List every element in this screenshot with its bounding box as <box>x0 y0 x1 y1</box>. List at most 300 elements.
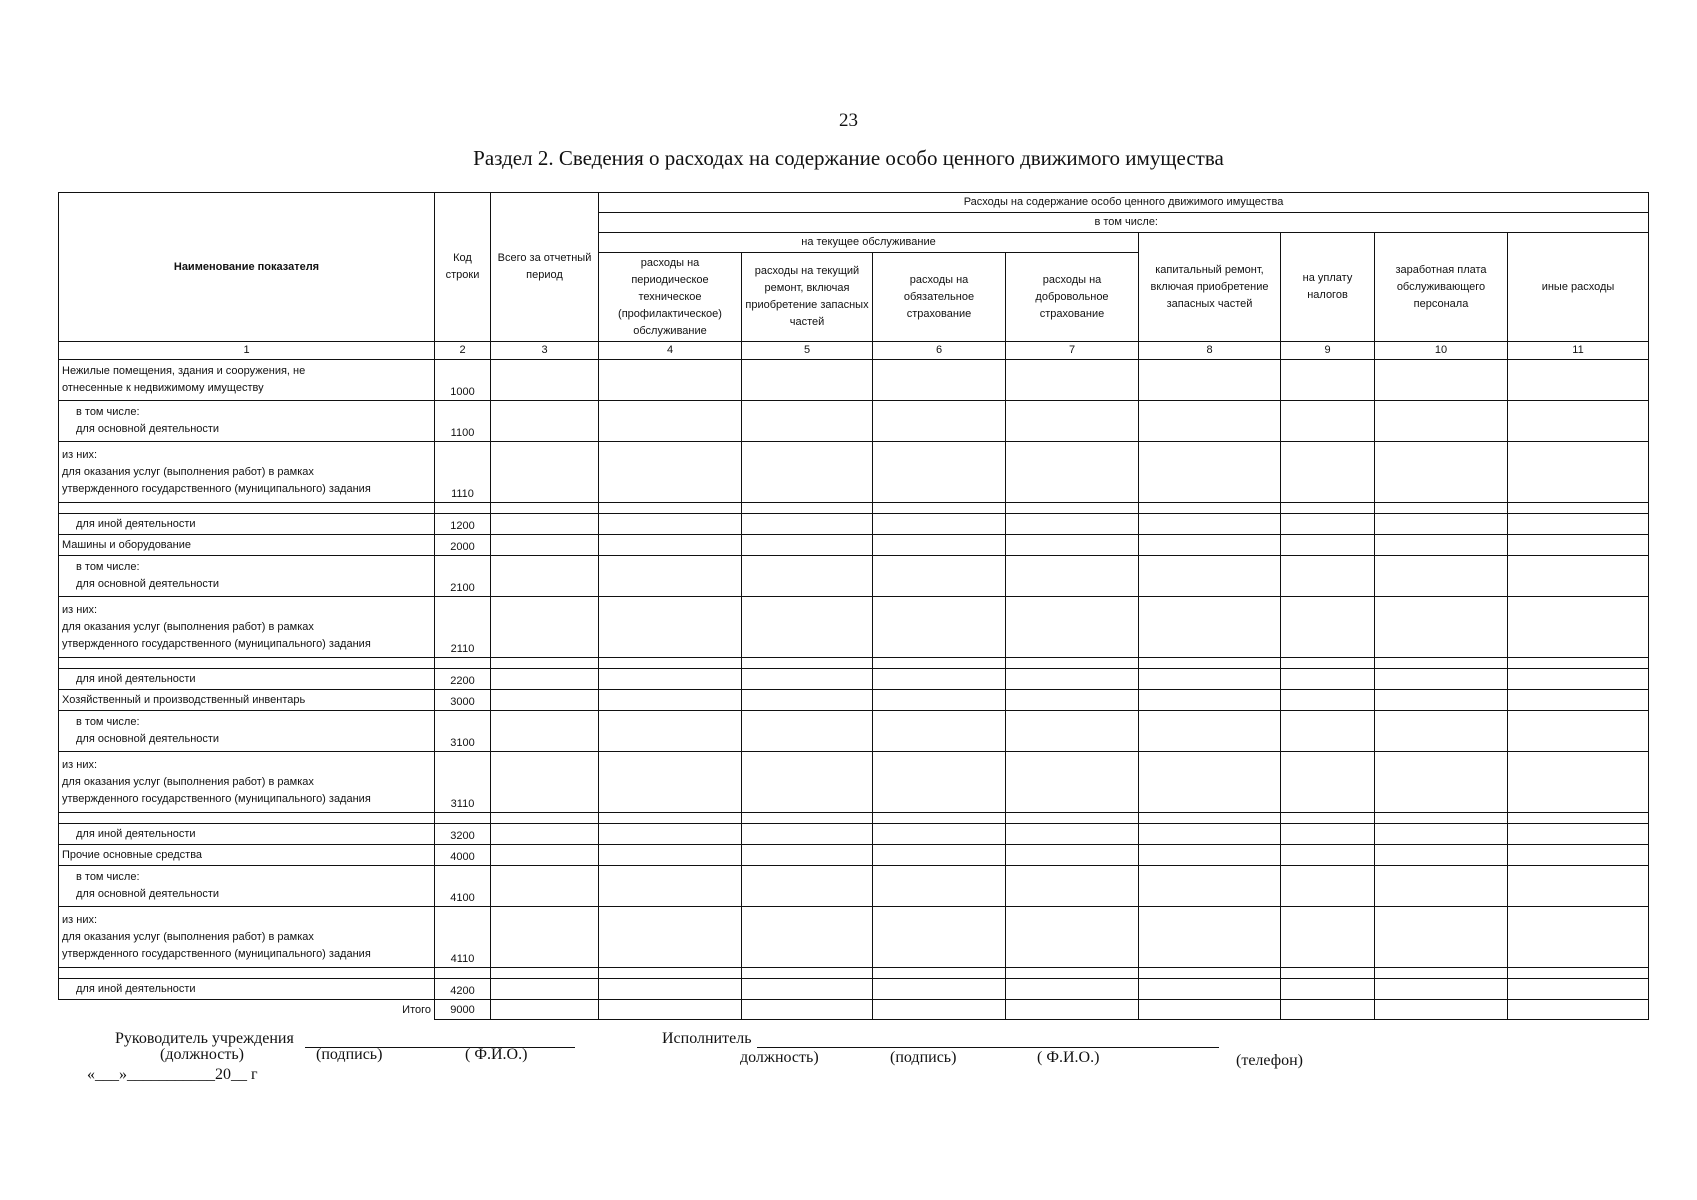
value-cell[interactable] <box>599 669 742 690</box>
value-cell[interactable] <box>1006 866 1139 907</box>
header-col-11: иные расходы <box>1508 233 1649 342</box>
value-cell[interactable] <box>1508 711 1649 752</box>
value-cell[interactable] <box>873 401 1006 442</box>
row-code: 3000 <box>435 690 491 711</box>
value-cell[interactable] <box>1375 360 1508 401</box>
value-cell[interactable] <box>1281 503 1375 514</box>
total-code: 9000 <box>435 1000 491 1020</box>
value-cell[interactable] <box>1375 503 1508 514</box>
value-cell[interactable] <box>599 1000 742 1020</box>
value-cell[interactable] <box>1508 597 1649 658</box>
header-col-10: заработная плата обслуживающего персонала <box>1375 233 1508 342</box>
row-name-line: для иной деятельности <box>76 982 196 995</box>
value-cell[interactable] <box>1508 514 1649 535</box>
table-row <box>59 711 1649 752</box>
value-cell[interactable] <box>873 360 1006 401</box>
value-cell[interactable] <box>1139 514 1281 535</box>
value-cell[interactable] <box>1139 535 1281 556</box>
value-cell[interactable] <box>1375 711 1508 752</box>
row-name-line: утвержденного государственного (муниципального) задания <box>62 637 371 650</box>
value-cell[interactable] <box>1508 968 1649 979</box>
value-cell[interactable] <box>742 866 873 907</box>
value-cell[interactable] <box>1375 752 1508 813</box>
table-row <box>59 752 1649 813</box>
column-number: 7 <box>1006 342 1139 360</box>
header-col-8: капитальный ремонт, включая приобретение запасных частей <box>1139 233 1281 342</box>
table-row <box>59 535 1649 556</box>
row-name <box>59 514 435 535</box>
table-header <box>59 193 1649 360</box>
row-name-line: для оказания услуг (выполнения работ) в рамках <box>62 465 314 478</box>
column-number: 4 <box>599 342 742 360</box>
value-cell[interactable] <box>742 979 873 1000</box>
value-cell[interactable] <box>599 535 742 556</box>
row-name-line: в том числе: <box>76 871 140 883</box>
value-cell[interactable] <box>1375 442 1508 503</box>
value-cell[interactable] <box>599 752 742 813</box>
spacer-row <box>59 813 1649 824</box>
value-cell[interactable] <box>873 690 1006 711</box>
value-cell[interactable] <box>1139 690 1281 711</box>
value-cell[interactable] <box>1139 813 1281 824</box>
row-name-line: для оказания услуг (выполнения работ) в рамках <box>62 620 314 633</box>
spacer-row <box>59 503 1649 514</box>
value-cell[interactable] <box>599 979 742 1000</box>
column-number: 11 <box>1508 342 1649 360</box>
row-name <box>59 535 435 556</box>
value-cell[interactable] <box>599 556 742 597</box>
table-row <box>59 866 1649 907</box>
value-cell[interactable] <box>873 535 1006 556</box>
row-name-line: из них: <box>62 913 98 926</box>
value-cell[interactable] <box>435 813 491 824</box>
executor-label: Исполнитель <box>662 1030 752 1047</box>
value-cell[interactable] <box>1375 658 1508 669</box>
value-cell[interactable] <box>599 711 742 752</box>
row-name-line: для иной деятельности <box>76 672 196 685</box>
head-fio-caption: ( Ф.И.О.) <box>465 1046 528 1063</box>
value-cell[interactable] <box>491 535 599 556</box>
header-group-all: Расходы на содержание особо ценного движимого имущества <box>599 193 1649 213</box>
value-cell[interactable] <box>1006 669 1139 690</box>
row-name <box>59 845 435 866</box>
value-cell[interactable] <box>1281 1000 1375 1020</box>
value-cell[interactable] <box>1281 658 1375 669</box>
value-cell[interactable] <box>491 401 599 442</box>
value-cell[interactable] <box>1375 535 1508 556</box>
value-cell[interactable] <box>1139 669 1281 690</box>
executor-position-caption: должность) <box>740 1049 819 1066</box>
column-number: 8 <box>1139 342 1281 360</box>
value-cell[interactable] <box>1006 979 1139 1000</box>
value-cell[interactable] <box>1006 690 1139 711</box>
value-cell[interactable] <box>873 979 1006 1000</box>
value-cell[interactable] <box>599 968 742 979</box>
header-group-incl: в том числе: <box>599 213 1649 233</box>
value-cell[interactable] <box>599 866 742 907</box>
header-name: Наименование показателя <box>59 193 435 342</box>
row-code: 3100 <box>435 711 491 752</box>
value-cell[interactable] <box>742 824 873 845</box>
value-cell[interactable] <box>59 503 435 514</box>
column-number: 9 <box>1281 342 1375 360</box>
value-cell[interactable] <box>1508 824 1649 845</box>
value-cell[interactable] <box>1508 535 1649 556</box>
value-cell[interactable] <box>873 824 1006 845</box>
value-cell[interactable] <box>491 442 599 503</box>
value-cell[interactable] <box>742 690 873 711</box>
value-cell[interactable] <box>742 401 873 442</box>
value-cell[interactable] <box>599 813 742 824</box>
value-cell[interactable] <box>1006 597 1139 658</box>
value-cell[interactable] <box>1139 711 1281 752</box>
value-cell[interactable] <box>435 503 491 514</box>
value-cell[interactable] <box>1006 658 1139 669</box>
value-cell[interactable] <box>1139 968 1281 979</box>
value-cell[interactable] <box>599 514 742 535</box>
row-name-line: в том числе: <box>76 406 140 418</box>
row-name-line: для основной деятельности <box>76 888 220 900</box>
value-cell[interactable] <box>873 845 1006 866</box>
value-cell[interactable] <box>1375 968 1508 979</box>
row-name-line: Нежилые помещения, здания и сооружения, не <box>62 365 306 377</box>
value-cell[interactable] <box>1281 401 1375 442</box>
row-name-line: Прочие основные средства <box>62 848 203 861</box>
value-cell[interactable] <box>1375 514 1508 535</box>
value-cell[interactable] <box>873 711 1006 752</box>
value-cell[interactable] <box>491 907 599 968</box>
row-name <box>59 401 435 442</box>
table-row <box>59 514 1649 535</box>
value-cell[interactable] <box>1281 845 1375 866</box>
value-cell[interactable] <box>873 669 1006 690</box>
value-cell[interactable] <box>491 360 599 401</box>
value-cell[interactable] <box>435 658 491 669</box>
value-cell[interactable] <box>491 813 599 824</box>
value-cell[interactable] <box>1508 360 1649 401</box>
value-cell[interactable] <box>1508 442 1649 503</box>
value-cell[interactable] <box>435 968 491 979</box>
value-cell[interactable] <box>1281 514 1375 535</box>
value-cell[interactable] <box>491 824 599 845</box>
row-name-line: для иной деятельности <box>76 827 196 840</box>
value-cell[interactable] <box>873 968 1006 979</box>
value-cell[interactable] <box>1508 503 1649 514</box>
row-name-line: для иной деятельности <box>76 517 196 530</box>
column-number: 6 <box>873 342 1006 360</box>
value-cell[interactable] <box>59 968 435 979</box>
value-cell[interactable] <box>1375 824 1508 845</box>
header-col-4: расходы на периодическое техническое (профилактическое) обслуживание <box>599 253 742 342</box>
value-cell[interactable] <box>1375 401 1508 442</box>
row-name-line: для основной деятельности <box>76 578 220 590</box>
row-code: 2200 <box>435 669 491 690</box>
value-cell[interactable] <box>1375 866 1508 907</box>
value-cell[interactable] <box>599 401 742 442</box>
value-cell[interactable] <box>873 866 1006 907</box>
row-name <box>59 711 435 752</box>
value-cell[interactable] <box>742 535 873 556</box>
value-cell[interactable] <box>1281 442 1375 503</box>
value-cell[interactable] <box>742 907 873 968</box>
row-name-line: утвержденного государственного (муниципального) задания <box>62 482 371 495</box>
value-cell[interactable] <box>1006 1000 1139 1020</box>
value-cell[interactable] <box>1006 360 1139 401</box>
row-name-line: для основной деятельности <box>76 423 220 435</box>
value-cell[interactable] <box>1375 907 1508 968</box>
row-code: 4100 <box>435 866 491 907</box>
table-row <box>59 442 1649 503</box>
value-cell[interactable] <box>1006 514 1139 535</box>
row-code: 2100 <box>435 556 491 597</box>
value-cell[interactable] <box>742 514 873 535</box>
value-cell[interactable] <box>1139 442 1281 503</box>
head-position-caption: (должность) <box>160 1046 244 1063</box>
row-name <box>59 442 435 503</box>
value-cell[interactable] <box>742 669 873 690</box>
value-cell[interactable] <box>1006 401 1139 442</box>
row-code: 3110 <box>435 752 491 813</box>
value-cell[interactable] <box>742 442 873 503</box>
value-cell[interactable] <box>1508 979 1649 1000</box>
value-cell[interactable] <box>491 658 599 669</box>
row-code: 1100 <box>435 401 491 442</box>
value-cell[interactable] <box>1281 907 1375 968</box>
value-cell[interactable] <box>599 360 742 401</box>
value-cell[interactable] <box>1139 845 1281 866</box>
value-cell[interactable] <box>1281 968 1375 979</box>
table-row <box>59 907 1649 968</box>
value-cell[interactable] <box>1508 845 1649 866</box>
row-code: 1000 <box>435 360 491 401</box>
value-cell[interactable] <box>1139 979 1281 1000</box>
row-name-line: отнесенные к недвижимому имуществу <box>62 382 264 394</box>
row-code: 1110 <box>435 442 491 503</box>
value-cell[interactable] <box>1281 824 1375 845</box>
table-row <box>59 597 1649 658</box>
value-cell[interactable] <box>599 690 742 711</box>
table-row <box>59 824 1649 845</box>
value-cell[interactable] <box>742 752 873 813</box>
value-cell[interactable] <box>873 503 1006 514</box>
row-name <box>59 752 435 813</box>
value-cell[interactable] <box>1139 401 1281 442</box>
value-cell[interactable] <box>1281 813 1375 824</box>
value-cell[interactable] <box>1375 813 1508 824</box>
value-cell[interactable] <box>742 503 873 514</box>
value-cell[interactable] <box>742 813 873 824</box>
value-cell[interactable] <box>1281 597 1375 658</box>
value-cell[interactable] <box>491 711 599 752</box>
value-cell[interactable] <box>1006 752 1139 813</box>
date-line: «___»___________20__ г <box>87 1066 258 1083</box>
value-cell[interactable] <box>59 813 435 824</box>
value-cell[interactable] <box>1139 752 1281 813</box>
row-name-line: для оказания услуг (выполнения работ) в рамках <box>62 775 314 788</box>
value-cell[interactable] <box>742 711 873 752</box>
value-cell[interactable] <box>1006 824 1139 845</box>
value-cell[interactable] <box>1139 503 1281 514</box>
value-cell[interactable] <box>1375 669 1508 690</box>
value-cell[interactable] <box>873 1000 1006 1020</box>
value-cell[interactable] <box>1375 597 1508 658</box>
value-cell[interactable] <box>873 752 1006 813</box>
value-cell[interactable] <box>742 597 873 658</box>
value-cell[interactable] <box>1006 907 1139 968</box>
report-table <box>58 192 1649 1020</box>
value-cell[interactable] <box>1006 968 1139 979</box>
value-cell[interactable] <box>1006 711 1139 752</box>
value-cell[interactable] <box>491 866 599 907</box>
value-cell[interactable] <box>873 658 1006 669</box>
spacer-row <box>59 968 1649 979</box>
value-cell[interactable] <box>491 752 599 813</box>
row-name-line: в том числе: <box>76 716 140 728</box>
value-cell[interactable] <box>491 690 599 711</box>
value-cell[interactable] <box>742 968 873 979</box>
value-cell[interactable] <box>1006 442 1139 503</box>
value-cell[interactable] <box>1139 360 1281 401</box>
value-cell[interactable] <box>873 442 1006 503</box>
row-name <box>59 556 435 597</box>
value-cell[interactable] <box>1139 1000 1281 1020</box>
value-cell[interactable] <box>1508 690 1649 711</box>
value-cell[interactable] <box>873 514 1006 535</box>
row-code: 4110 <box>435 907 491 968</box>
value-cell[interactable] <box>1375 979 1508 1000</box>
table-row <box>59 690 1649 711</box>
row-name <box>59 979 435 1000</box>
value-cell[interactable] <box>873 556 1006 597</box>
value-cell[interactable] <box>873 813 1006 824</box>
row-name-line: из них: <box>62 448 98 461</box>
value-cell[interactable] <box>1139 866 1281 907</box>
row-name-line: в том числе: <box>76 561 140 573</box>
value-cell[interactable] <box>742 1000 873 1020</box>
total-row <box>59 1000 1649 1020</box>
value-cell[interactable] <box>599 907 742 968</box>
value-cell[interactable] <box>491 1000 599 1020</box>
value-cell[interactable] <box>742 658 873 669</box>
value-cell[interactable] <box>1139 556 1281 597</box>
value-cell[interactable] <box>599 824 742 845</box>
value-cell[interactable] <box>1139 907 1281 968</box>
value-cell[interactable] <box>599 658 742 669</box>
value-cell[interactable] <box>1375 1000 1508 1020</box>
table-row <box>59 556 1649 597</box>
value-cell[interactable] <box>491 556 599 597</box>
value-cell[interactable] <box>491 968 599 979</box>
value-cell[interactable] <box>491 979 599 1000</box>
value-cell[interactable] <box>742 360 873 401</box>
value-cell[interactable] <box>1006 556 1139 597</box>
value-cell[interactable] <box>1006 503 1139 514</box>
column-number: 3 <box>491 342 599 360</box>
row-name-line: Машины и оборудование <box>62 538 191 551</box>
head-label: Руководитель учреждения <box>115 1030 294 1047</box>
row-code: 4200 <box>435 979 491 1000</box>
value-cell[interactable] <box>742 556 873 597</box>
table-row <box>59 669 1649 690</box>
row-name <box>59 907 435 968</box>
value-cell[interactable] <box>1281 711 1375 752</box>
value-cell[interactable] <box>599 597 742 658</box>
header-col-5: расходы на текущий ремонт, включая приобретение запасных частей <box>742 253 873 342</box>
row-name-line: утвержденного государственного (муниципального) задания <box>62 947 371 960</box>
value-cell[interactable] <box>1281 556 1375 597</box>
value-cell[interactable] <box>1281 866 1375 907</box>
value-cell[interactable] <box>1508 866 1649 907</box>
value-cell[interactable] <box>1139 597 1281 658</box>
value-cell[interactable] <box>1508 907 1649 968</box>
value-cell[interactable] <box>599 845 742 866</box>
header-total: Всего за отчетный период <box>491 193 599 342</box>
value-cell[interactable] <box>1508 401 1649 442</box>
value-cell[interactable] <box>1375 690 1508 711</box>
value-cell[interactable] <box>1006 535 1139 556</box>
value-cell[interactable] <box>1508 752 1649 813</box>
row-name-line: для оказания услуг (выполнения работ) в рамках <box>62 930 314 943</box>
row-name <box>59 669 435 690</box>
value-cell[interactable] <box>1508 658 1649 669</box>
value-cell[interactable] <box>742 845 873 866</box>
value-cell[interactable] <box>491 597 599 658</box>
row-code: 4000 <box>435 845 491 866</box>
row-name <box>59 360 435 401</box>
value-cell[interactable] <box>599 442 742 503</box>
row-code: 1200 <box>435 514 491 535</box>
row-code: 2000 <box>435 535 491 556</box>
value-cell[interactable] <box>1139 824 1281 845</box>
table-row <box>59 360 1649 401</box>
value-cell[interactable] <box>1281 535 1375 556</box>
value-cell[interactable] <box>491 514 599 535</box>
row-name-line: Хозяйственный и производственный инвентарь <box>62 693 306 706</box>
table-body <box>59 360 1649 1020</box>
value-cell[interactable] <box>1281 752 1375 813</box>
column-number: 1 <box>59 342 435 360</box>
value-cell[interactable] <box>1006 813 1139 824</box>
value-cell[interactable] <box>1281 690 1375 711</box>
value-cell[interactable] <box>1281 669 1375 690</box>
value-cell[interactable] <box>1139 658 1281 669</box>
value-cell[interactable] <box>1375 845 1508 866</box>
value-cell[interactable] <box>491 845 599 866</box>
page-number: 23 <box>839 110 858 131</box>
row-name <box>59 597 435 658</box>
value-cell[interactable] <box>1508 669 1649 690</box>
value-cell[interactable] <box>491 669 599 690</box>
value-cell[interactable] <box>1006 845 1139 866</box>
row-name <box>59 824 435 845</box>
report-table-wrapper <box>58 192 1648 1020</box>
value-cell[interactable] <box>59 658 435 669</box>
value-cell[interactable] <box>1508 1000 1649 1020</box>
value-cell[interactable] <box>1375 556 1508 597</box>
value-cell[interactable] <box>1508 813 1649 824</box>
table-row <box>59 401 1649 442</box>
value-cell[interactable] <box>873 597 1006 658</box>
column-number: 5 <box>742 342 873 360</box>
column-number: 10 <box>1375 342 1508 360</box>
value-cell[interactable] <box>1281 979 1375 1000</box>
value-cell[interactable] <box>873 907 1006 968</box>
value-cell[interactable] <box>599 503 742 514</box>
row-name-line: из них: <box>62 603 98 616</box>
value-cell[interactable] <box>491 503 599 514</box>
value-cell[interactable] <box>1508 556 1649 597</box>
value-cell[interactable] <box>1281 360 1375 401</box>
